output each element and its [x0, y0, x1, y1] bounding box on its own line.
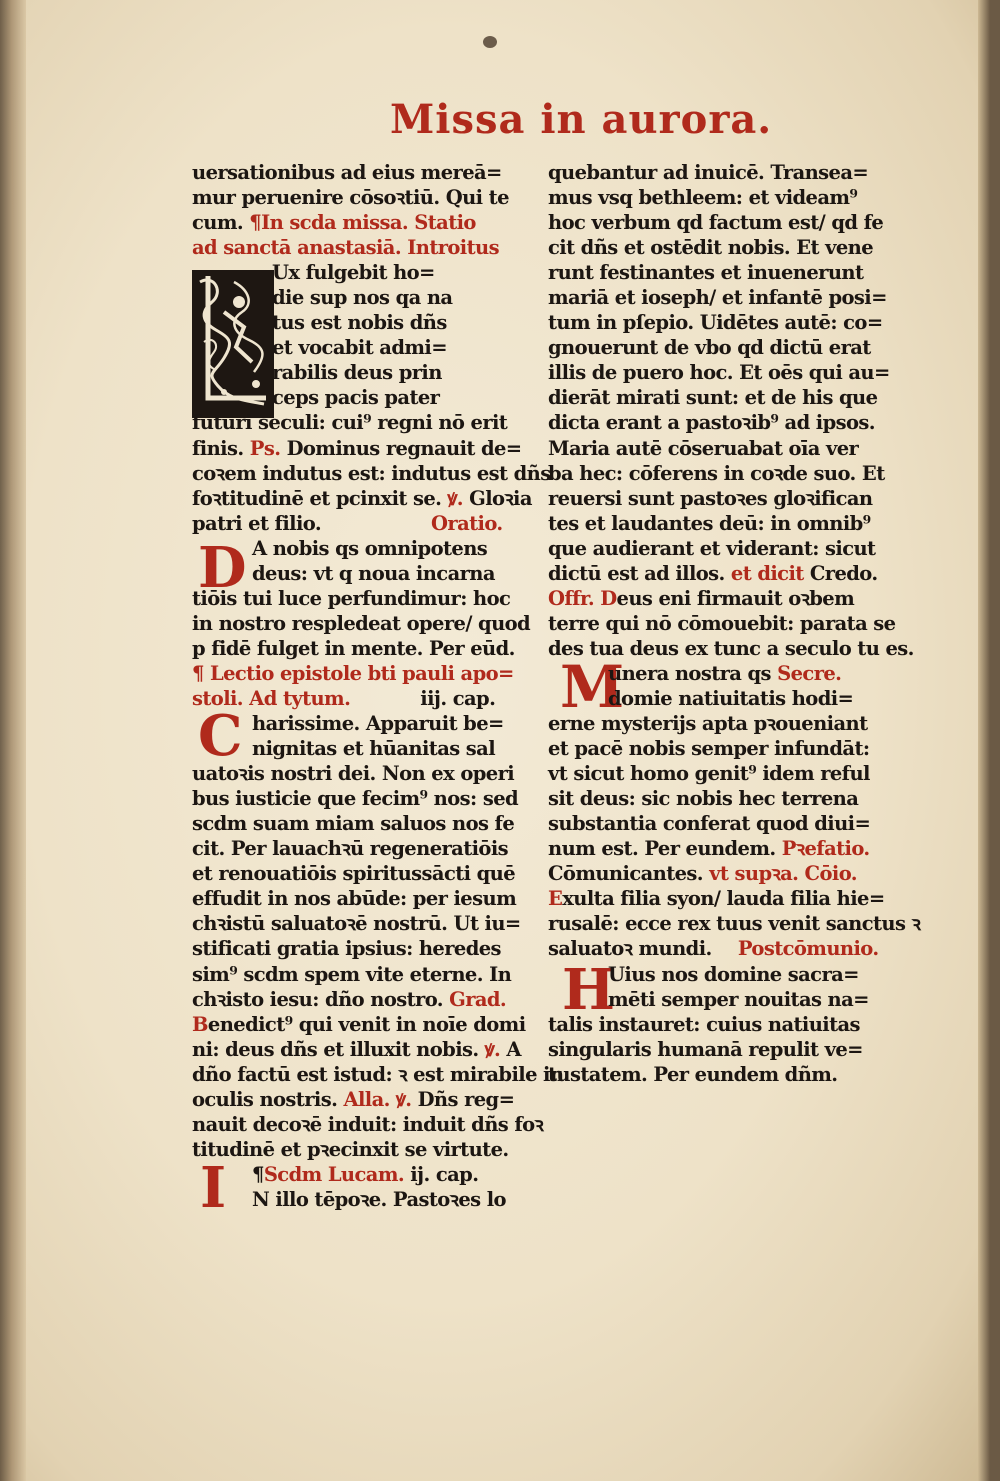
text-line: futuri seculi: cui⁹ regni nō erit	[192, 411, 508, 435]
text-line: vt sicut homo genit⁹ idem reful	[548, 762, 870, 786]
text-line: que audierant et viderant: sicut	[548, 536, 876, 560]
text-line: quebantur ad inuicē. Transea=	[548, 161, 869, 184]
text-line: bus iusticie que fecim⁹ nos: sed	[192, 787, 519, 811]
text-line: nignitas et hūanitas sal	[252, 737, 496, 761]
text-line: N illo tēpoꝛe. Pastoꝛes lo	[252, 1187, 506, 1211]
text-line: Benedict⁹ qui venit in noīe domi	[192, 1012, 526, 1036]
text-line: rabilis deus prin	[272, 361, 442, 385]
rubric: ¶In scda missa. Statio	[249, 211, 476, 235]
text-line: ba hec: cōferens in coꝛde suo. Et	[548, 461, 885, 485]
right-column	[548, 160, 921, 1087]
text-line: tum in pſepio. Uidētes autē: co=	[548, 311, 883, 335]
text-line: Uius nos domine sacra=	[608, 962, 859, 986]
show-through-ghost	[198, 112, 328, 160]
text-line: illis de puero hoc. Et oēs qui au=	[548, 361, 890, 385]
drop-cap-h: H	[562, 957, 615, 1023]
text-line: mariā et ioseph/ et infantē posi=	[548, 286, 887, 310]
text-line: uersationibus ad eius mereā=	[192, 161, 502, 184]
text-line: num est. Per eundem. Pꝛefatio.	[548, 837, 870, 861]
rubric: Ps.	[249, 436, 281, 460]
text-line: deus: vt q noua incarna	[252, 561, 495, 585]
page-edge-right	[978, 0, 990, 1481]
text-line: et vocabit admi=	[272, 336, 447, 360]
text-line: harissime. Apparuit be=	[252, 712, 504, 736]
rubric-line: ¶ Lectio epistole bti pauli apo=	[192, 661, 514, 685]
text-line: saluatoꝛ mundi. Postcōmunio.	[548, 937, 879, 961]
text-line: effudit in nos abūde: per iesum	[192, 887, 517, 911]
drop-cap-m: M	[560, 653, 625, 721]
text-line: nauit decoꝛē induit: induit dñs foꝛ	[192, 1112, 544, 1136]
initial-b: B	[192, 1012, 208, 1036]
text-line: ¶Scdm Lucam. ij. cap.	[252, 1162, 479, 1186]
text-line: chꝛisto iesu: dño nostro. Grad.	[192, 987, 507, 1011]
rubric: Secre.	[777, 661, 842, 685]
text-line: unera nostra qs Secre.	[608, 661, 842, 685]
text-line: rusalē: ecce rex tuus venit sanctus ꝛ	[548, 912, 921, 936]
text-line: cit. Per lauachꝛū regeneratiōis	[192, 837, 509, 861]
rubric: Grad.	[449, 987, 507, 1011]
text-line: tes et laudantes deū: in omnib⁹	[548, 511, 871, 535]
rubric-line: ad sanctā anastasiā. Introitus	[192, 236, 499, 260]
text-line: tustatem. Per eundem dñm.	[548, 1062, 838, 1086]
text-line: mus vsq bethleem: et videam⁹	[548, 186, 858, 210]
text-line: des tua deus ex tunc a seculo tu es.	[548, 636, 914, 660]
text-line: dierāt mirati sunt: et de his que	[548, 386, 878, 410]
text-line: Exulta filia syon/ lauda filia hie=	[548, 887, 885, 911]
text-line: dictū est ad illos. et dicit Credo.	[548, 561, 878, 585]
text-line: sit deus: sic nobis hec terrena	[548, 787, 859, 811]
text-line: runt festinantes et inuenerunt	[548, 261, 864, 285]
text-line: cit dñs et ostēdit nobis. Et vene	[548, 236, 874, 260]
text-line: singularis humanā repulit ve=	[548, 1037, 863, 1061]
initial-e: E	[548, 887, 563, 911]
text-line: hoc verbum qd factum est/ qd fe	[548, 211, 884, 235]
running-head: Missa in aurora.	[390, 96, 773, 143]
text-line: reuersi sunt pastoꝛes gloꝛifican	[548, 486, 873, 510]
rubric: Alla. ꝟ.	[343, 1087, 412, 1111]
text-line: patri et filio. Oratio.	[192, 511, 503, 535]
drop-cap-c: C	[198, 703, 243, 769]
left-column	[192, 160, 564, 1212]
initial-d: D	[600, 586, 617, 610]
text-line: tiōis tui luce perfundimur: hoc	[192, 586, 511, 610]
text-line: talis instauret: cuius natiuitas	[548, 1012, 860, 1036]
text-line: uatoꝛis nostri dei. Non ex operi	[192, 762, 515, 786]
text-line: dicta erant a pastoꝛib⁹ ad ipsos.	[548, 411, 875, 435]
rubric: Oratio.	[431, 511, 503, 535]
text-line: gnouerunt de vbo qd dictū erat	[548, 336, 871, 360]
text-line: finis. Ps. Dominus regnauit de=	[192, 436, 522, 460]
text-line: stificati gratia ipsius: heredes	[192, 937, 501, 961]
text-line: domie natiuitatis hodi=	[608, 686, 854, 710]
text-line: A nobis qs omnipotens	[252, 536, 488, 560]
text-line: cum. ¶In scda missa. Statio	[192, 211, 476, 235]
rubric: vt supꝛa. Cōio.	[709, 862, 857, 886]
text-line: Ux fulgebit ho=	[272, 261, 435, 285]
text-line: in nostro respledeat opere/ quod	[192, 611, 531, 635]
rubric: ꝟ.	[484, 1037, 501, 1061]
text-line: coꝛem indutus est: indutus est dñs	[192, 461, 551, 485]
text-line: sim⁹ scdm spem vite eterne. In	[192, 962, 512, 986]
text-line: chꝛistū saluatoꝛē nostrū. Ut iu=	[192, 912, 521, 936]
drop-cap-i: I	[200, 1155, 227, 1221]
rubric: ꝟ.	[447, 486, 463, 510]
text-line: ceps pacis pater	[272, 386, 440, 410]
text-line: tus est nobis dñs	[272, 311, 447, 335]
rubric: Pꝛefatio.	[781, 837, 870, 861]
paper-hole	[483, 36, 497, 48]
rubric: Scdm Lucam.	[263, 1162, 405, 1186]
text-line: mur peruenire cōsoꝛtiū. Qui te	[192, 186, 509, 210]
rubric: Postcōmunio.	[737, 937, 879, 961]
text-line: Cōmunicantes. vt supꝛa. Cōio.	[548, 862, 857, 886]
text-line: dño factū est istud: ꝛ est mirabile in	[192, 1062, 564, 1086]
text-line: titudinē et pꝛecinxit se virtute.	[192, 1137, 509, 1161]
text-line: erne mysterijs apta pꝛoueniant	[548, 712, 868, 736]
text-line: foꝛtitudinē et pcinxit se. ꝟ. Gloꝛia	[192, 486, 532, 510]
text-line: scdm suam miam saluos nos fe	[192, 812, 515, 836]
text-line: die sup nos qa na	[272, 286, 453, 310]
text-line: et renouatiōis spiritussācti quē	[192, 862, 516, 886]
text-line: ni: deus dñs et illuxit nobis. ꝟ. A	[192, 1037, 521, 1061]
binding-shadow	[0, 0, 26, 1481]
text-line: Offr. Deus eni firmauit oꝛbem	[548, 586, 855, 610]
text-line: terre qui nō cōmouebit: parata se	[548, 611, 896, 635]
rubric: Offr.	[548, 586, 601, 610]
text-line: Maria autē cōseruabat oīa ver	[548, 436, 859, 460]
text-line: oculis nostris. Alla. ꝟ. Dñs reg=	[192, 1087, 515, 1111]
text-line: substantia conferat quod diui=	[548, 812, 871, 836]
text-line: et pacē nobis semper infundāt:	[548, 737, 870, 761]
rubric: et dicit	[730, 561, 804, 585]
text-line: p fidē fulget in mente. Per eūd.	[192, 636, 515, 660]
text-line: stoli. Ad tytum. iij. cap.	[192, 686, 496, 710]
text-line: mēti semper nouitas na=	[608, 987, 869, 1011]
drop-cap-d: D	[198, 535, 247, 601]
